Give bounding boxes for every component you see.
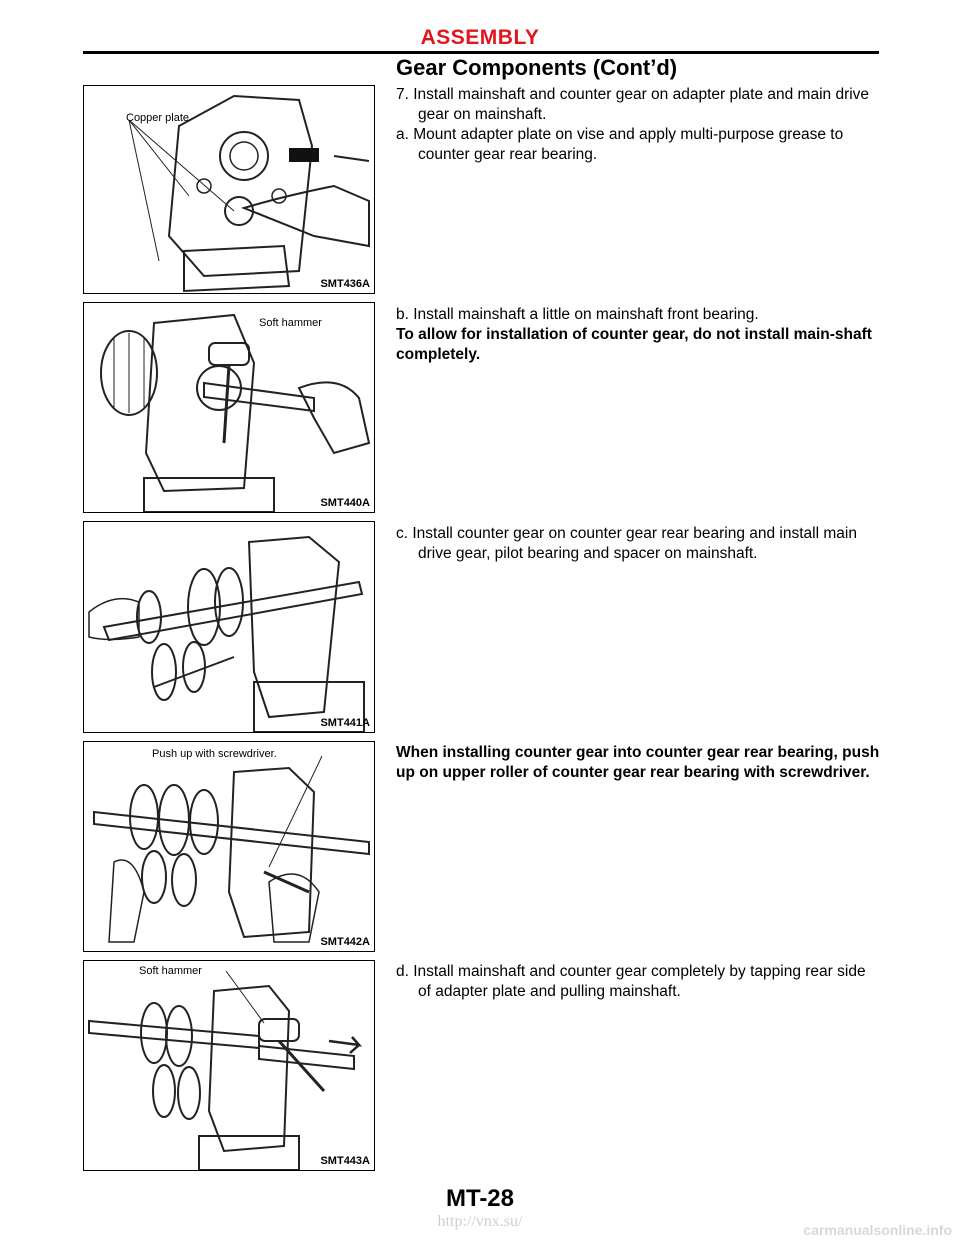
- figure-callout: Soft hammer: [139, 965, 202, 977]
- step-b-text: b. Install mainshaft a little on mainshaft front bearing.: [396, 306, 759, 323]
- figure-smt441a: [83, 521, 375, 733]
- step-b-caution: To allow for installation of counter gear, do not install main-shaft completely.: [396, 326, 872, 363]
- step-7-text: 7. Install mainshaft and counter gear on adapter plate and main drive gear on mainshaft.: [396, 86, 870, 123]
- figure-code: SMT441A: [320, 717, 370, 729]
- figure-code: SMT442A: [320, 936, 370, 948]
- page-number: MT-28: [445, 1185, 514, 1212]
- figure-smt442a: [83, 741, 375, 952]
- page-title: Gear Components (Cont’d): [396, 55, 678, 80]
- step-a-text: a. Mount adapter plate on vise and apply multi-purpose grease to counter gear rear bearing.: [396, 126, 844, 163]
- counter-gear-illustration: [84, 522, 374, 732]
- screwdriver-illustration: [84, 742, 374, 951]
- figure-code: SMT436A: [320, 278, 370, 290]
- tapping-illustration: [84, 961, 374, 1170]
- figure-smt436a: [83, 85, 375, 294]
- step-c-caution-block: [396, 743, 880, 783]
- figure-callout: Copper plate: [126, 112, 189, 124]
- step-c-caution: When installing counter gear into counter gear rear bearing, push up on upper roller of counter gear rear bearing with screwdriver.: [396, 744, 880, 781]
- figure-code: SMT440A: [320, 497, 370, 509]
- section-title: ASSEMBLY: [420, 26, 540, 49]
- figure-callout: Push up with screwdriver.: [152, 748, 277, 760]
- figure-smt440a: [83, 302, 375, 513]
- step-d-block: [396, 962, 880, 1002]
- figure-callout: Soft hammer: [259, 317, 322, 329]
- step-b-block: [396, 305, 880, 365]
- watermark: carmanualsonline.info: [803, 1222, 952, 1238]
- figure-code: SMT443A: [320, 1155, 370, 1167]
- soft-hammer-illustration: [84, 303, 374, 512]
- figure-smt443a: [83, 960, 375, 1171]
- step-c-block: [396, 524, 880, 564]
- step-d-text: d. Install mainshaft and counter gear completely by tapping rear side of adapter plate and pulling mainshaft.: [396, 963, 866, 1000]
- step-7-block: [396, 85, 880, 165]
- footer-url-link[interactable]: http://vnx.su/: [437, 1213, 523, 1230]
- header-rule: [83, 51, 879, 54]
- step-c-text: c. Install counter gear on counter gear rear bearing and install main drive gear, pilot bearing and spacer on mainshaft.: [396, 525, 857, 562]
